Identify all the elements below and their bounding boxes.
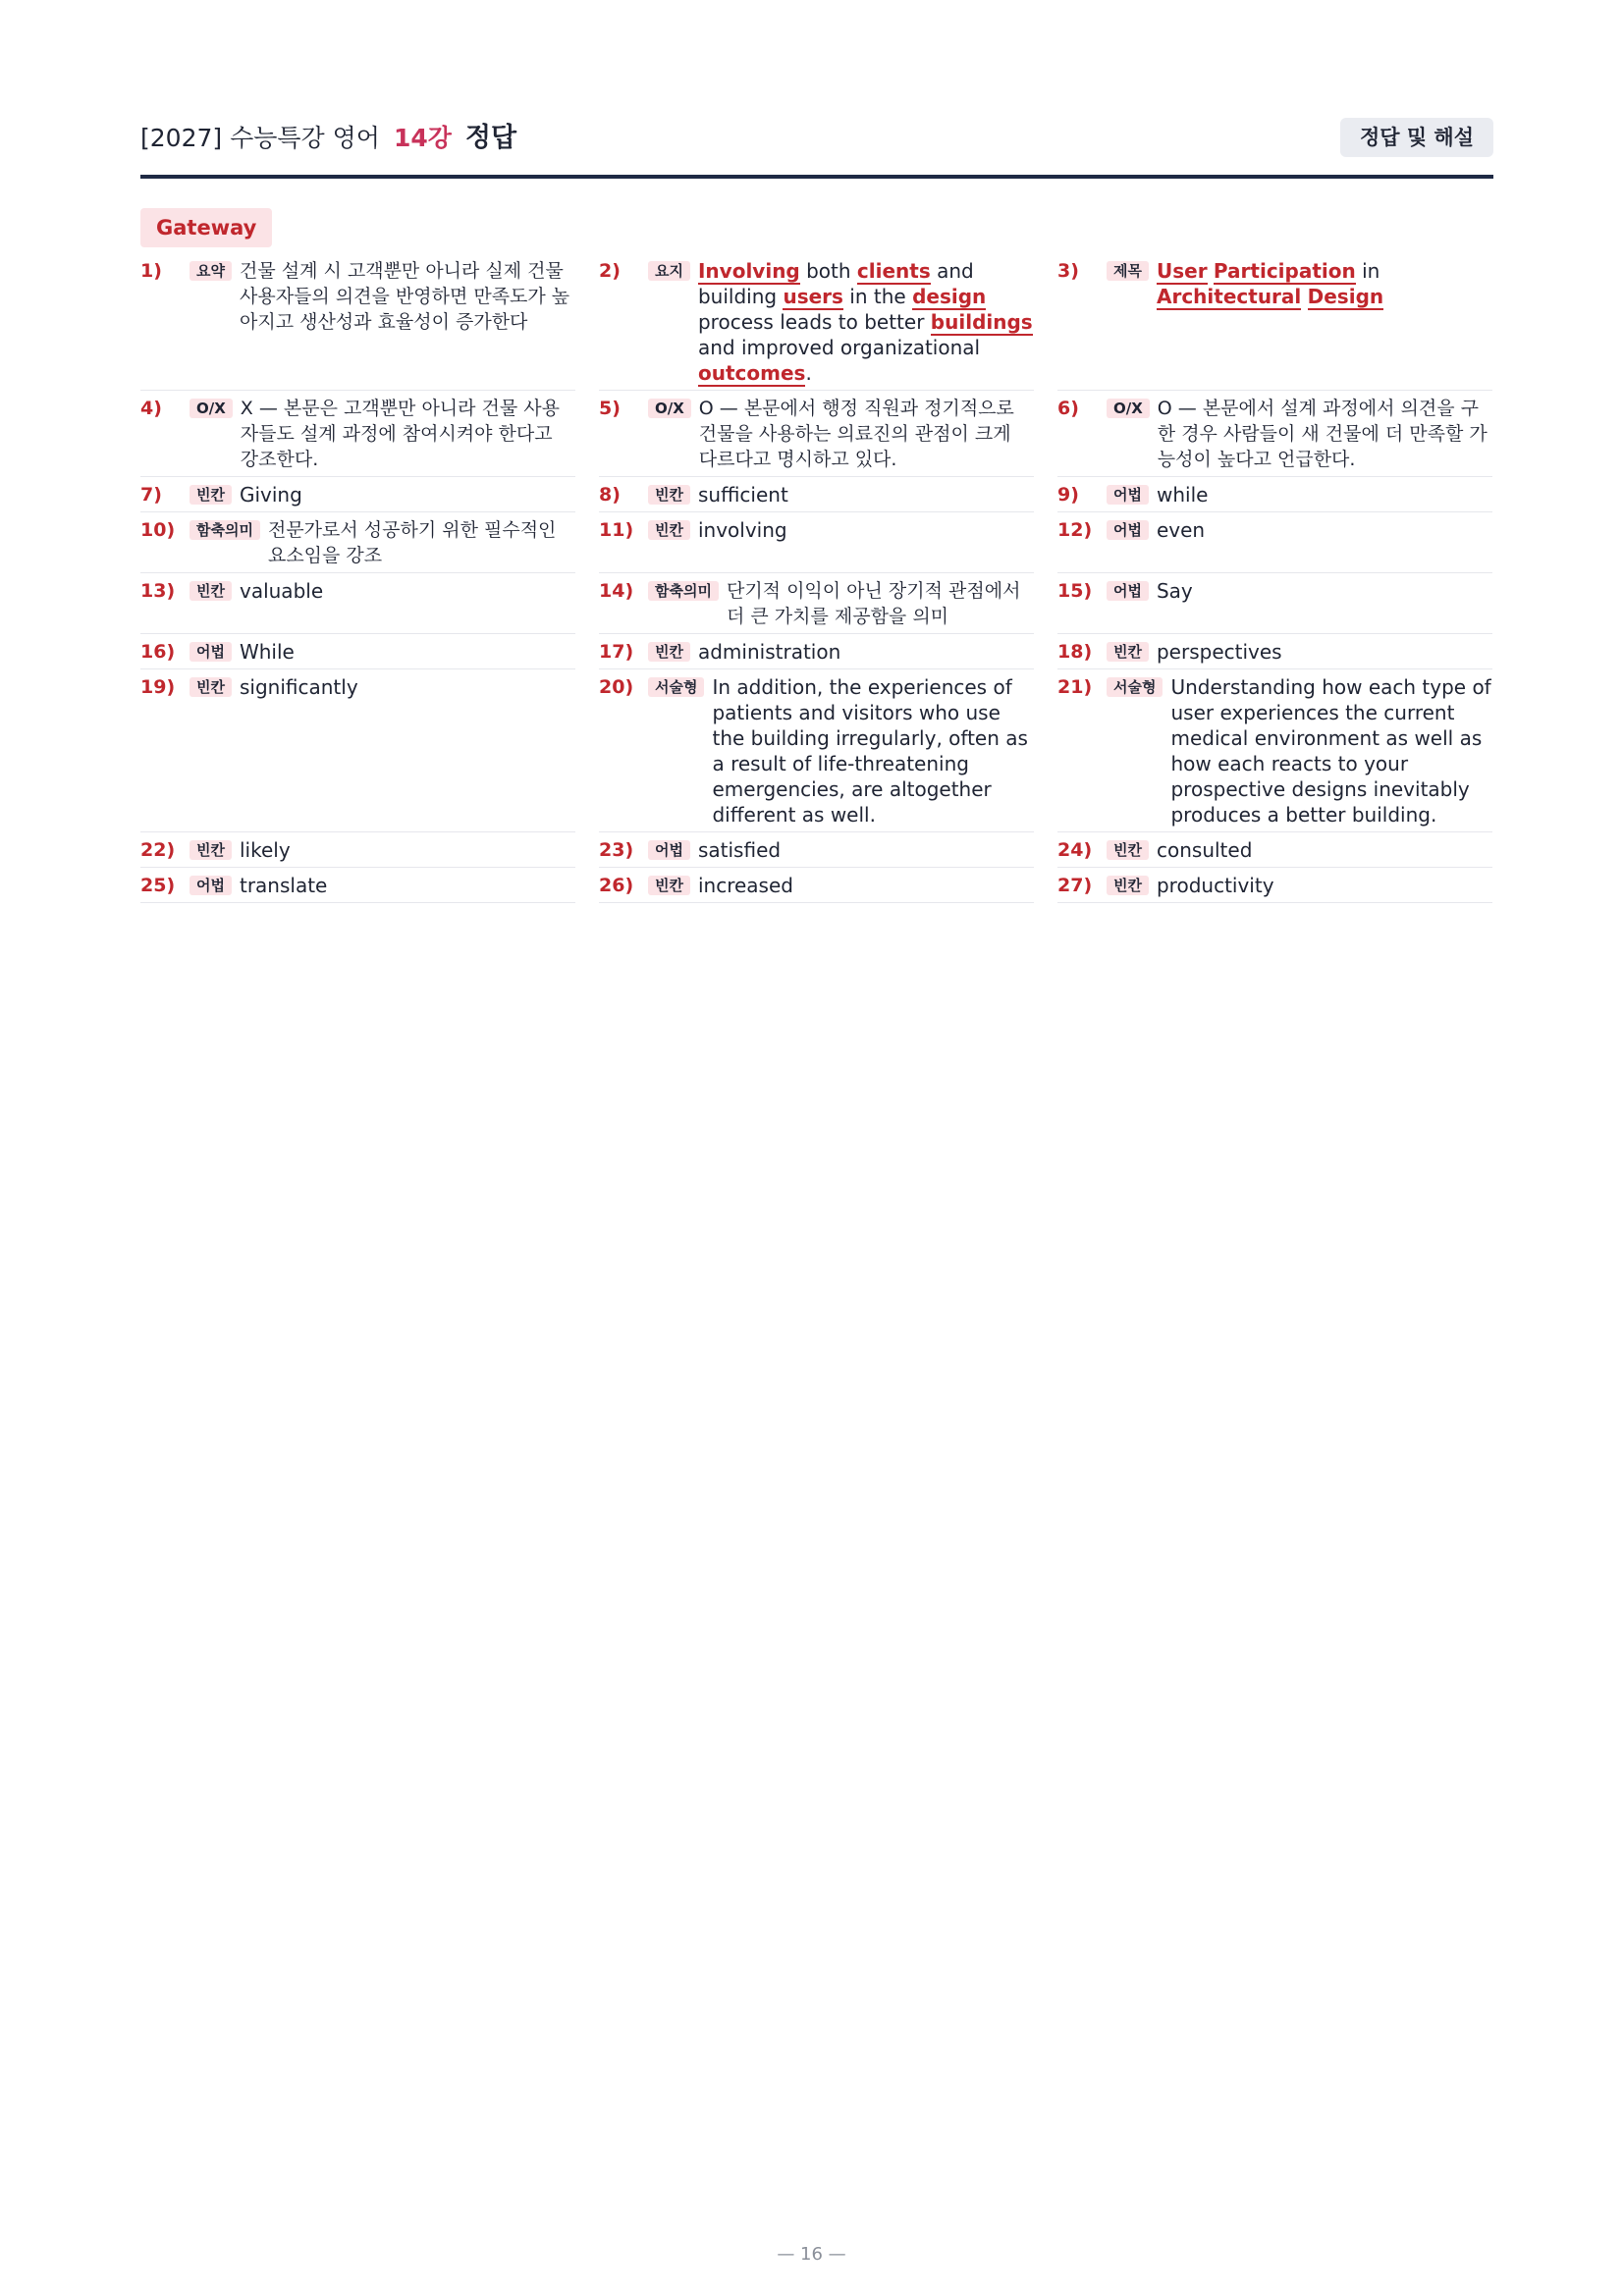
page-number: — 16 — (777, 2244, 846, 2265)
answer-item (140, 573, 575, 634)
answer-item (1057, 832, 1492, 868)
lesson-number: 14강 (393, 124, 452, 152)
answer-item (140, 868, 575, 903)
question-type-badge: 요약 (189, 261, 232, 281)
question-number: 1) (140, 260, 162, 282)
question-type-badge: 빈칸 (1107, 642, 1149, 662)
question-type-badge: 어법 (189, 876, 232, 895)
question-number: 13) (140, 580, 176, 602)
question-type-badge: 빈칸 (648, 642, 690, 662)
answer-item (1057, 512, 1492, 573)
answer-item (1057, 391, 1492, 477)
question-type-badge: 요지 (648, 261, 690, 281)
question-type-badge: 빈칸 (648, 876, 690, 895)
question-type-badge: O/X (189, 399, 233, 418)
answer-text-segment: translate (239, 874, 328, 897)
question-number: 3) (1057, 260, 1079, 282)
answer-text-segment: Understanding how each type of user experiences the current medical environment as well as how each reacts to your prospective designs inevitably produces a better building. (1170, 675, 1491, 827)
answer-text (698, 873, 1034, 898)
question-type-badge: 어법 (1107, 520, 1149, 540)
answer-text (712, 674, 1034, 828)
keyword-highlight: outcomes (697, 361, 806, 385)
answer-item (140, 253, 575, 391)
question-type-badge: 빈칸 (189, 581, 232, 601)
answer-text-segment: 단기적 이익이 아닌 장기적 관점에서 더 큰 가치를 제공함을 의미 (726, 580, 1021, 627)
question-number: 5) (599, 398, 621, 419)
answer-item (599, 573, 1034, 634)
answer-text-segment: While (239, 640, 295, 664)
question-number: 6) (1057, 398, 1079, 419)
answer-text (1170, 674, 1492, 828)
answer-text-segment: involving (697, 518, 787, 542)
answer-text-segment: 전문가로서 성공하기 위한 필수적인 요소임을 강조 (267, 519, 557, 566)
answer-grid (140, 253, 1493, 903)
answer-item (140, 669, 575, 832)
answer-text-segment: In addition, the experiences of patients and visitors who use the building irregularly, often as a result of life-threatening emergencies, are altogether different as well. (712, 675, 1028, 827)
answer-text-segment: sufficient (697, 483, 788, 507)
answer-text (1157, 873, 1492, 898)
answer-item (140, 477, 575, 512)
answer-text-segment: Say (1156, 579, 1193, 603)
answer-item (599, 512, 1034, 573)
question-type-badge: 빈칸 (1107, 840, 1149, 860)
answer-text-segment: while (1156, 483, 1209, 507)
answer-text-segment: productivity (1156, 874, 1274, 897)
answer-item (599, 391, 1034, 477)
answer-text (240, 674, 575, 700)
answer-text (698, 517, 1034, 543)
answer-text (240, 578, 575, 604)
answer-item (599, 832, 1034, 868)
question-type-badge: 어법 (189, 642, 232, 662)
answer-text-segment: perspectives (1156, 640, 1282, 664)
answer-text-segment: both (799, 259, 857, 283)
answer-text-segment: significantly (239, 675, 358, 699)
answer-text (698, 837, 1034, 863)
answer-item (599, 868, 1034, 903)
keyword-highlight: Involving (697, 259, 800, 283)
question-type-badge: 서술형 (648, 677, 704, 697)
question-number: 10) (140, 519, 176, 541)
answer-item (599, 477, 1034, 512)
question-type-badge: 빈칸 (189, 485, 232, 505)
question-number: 24) (1057, 839, 1093, 861)
section-tag-gateway: Gateway (140, 208, 272, 247)
answer-text-segment: valuable (239, 579, 324, 603)
answer-text-segment: consulted (1156, 838, 1253, 862)
keyword-highlight: Design (1307, 285, 1384, 308)
question-number: 16) (140, 641, 176, 663)
answer-text-segment: O — 본문에서 설계 과정에서 의견을 구한 경우 사람들이 새 건물에 더 만족할 가능성이 높다고 언급한다. (1157, 398, 1488, 470)
question-number: 26) (599, 875, 634, 896)
answer-text-segment: process leads to better (697, 310, 931, 334)
answer-text-segment: 건물 설계 시 고객뿐만 아니라 실제 건물 사용자들의 의견을 반영하면 만족도가 높아지고 생산성과 효율성이 증가한다 (239, 260, 570, 333)
question-number: 18) (1057, 641, 1093, 663)
question-type-badge: 함축의미 (189, 520, 260, 540)
answer-text (1157, 578, 1492, 604)
answer-text-segment (1301, 285, 1307, 308)
answer-item (1057, 253, 1492, 391)
question-number: 7) (140, 484, 162, 506)
keyword-highlight: clients (856, 259, 931, 283)
answer-text (240, 873, 575, 898)
question-number: 12) (1057, 519, 1093, 541)
question-number: 11) (599, 519, 634, 541)
keyword-highlight: Participation (1213, 259, 1356, 283)
question-number: 14) (599, 580, 634, 602)
answer-text (1157, 639, 1492, 665)
answer-text (240, 639, 575, 665)
answer-item (599, 634, 1034, 669)
answer-item (140, 512, 575, 573)
answer-text-segment: in (1355, 259, 1380, 283)
answer-text-segment: likely (239, 838, 291, 862)
answer-item (1057, 634, 1492, 669)
answer-text (699, 396, 1034, 472)
question-type-badge: O/X (648, 399, 691, 418)
answer-text (698, 258, 1034, 386)
question-type-badge: 빈칸 (648, 520, 690, 540)
answer-text-segment: X — 본문은 고객뿐만 아니라 건물 사용자들도 설계 과정에 참여시켜야 한다고 강조한다. (240, 398, 561, 470)
question-type-badge: 빈칸 (1107, 876, 1149, 895)
question-type-badge: 함축의미 (648, 581, 719, 601)
keyword-highlight: buildings (930, 310, 1033, 334)
book-title: [2027] 수능특강 영어 (140, 124, 380, 152)
keyword-highlight: User (1156, 259, 1208, 283)
answer-item (599, 253, 1034, 391)
answer-text (241, 396, 575, 472)
answer-item (1057, 669, 1492, 832)
answer-text (727, 578, 1034, 629)
question-type-badge: 빈칸 (189, 677, 232, 697)
answer-text-segment: satisfied (697, 838, 782, 862)
question-number: 22) (140, 839, 176, 861)
question-number: 19) (140, 676, 176, 698)
question-type-badge: 제목 (1107, 261, 1149, 281)
answer-text (1157, 517, 1492, 543)
answer-text-segment: . (805, 361, 812, 385)
question-number: 23) (599, 839, 634, 861)
question-type-badge: 어법 (1107, 485, 1149, 505)
answer-text (268, 517, 575, 568)
question-number: 4) (140, 398, 162, 419)
page-title (140, 122, 516, 155)
answer-text (1157, 258, 1492, 309)
answer-text-segment: administration (697, 640, 841, 664)
answer-text (240, 482, 575, 507)
question-number: 9) (1057, 484, 1079, 506)
answer-text-segment (1208, 259, 1214, 283)
answer-text (1157, 482, 1492, 507)
page-header (140, 116, 1493, 179)
question-number: 17) (599, 641, 634, 663)
answer-text-segment: increased (697, 874, 793, 897)
answer-text-segment: O — 본문에서 행정 직원과 정기적으로 건물을 사용하는 의료진의 관점이 크게 다르다고 명시하고 있다. (698, 398, 1014, 470)
question-number: 25) (140, 875, 176, 896)
question-type-badge: O/X (1107, 399, 1150, 418)
answer-text-segment: and improved organizational (697, 336, 981, 359)
question-type-badge: 빈칸 (189, 840, 232, 860)
question-number: 21) (1057, 676, 1093, 698)
keyword-highlight: users (783, 285, 843, 308)
answer-text (1158, 396, 1492, 472)
answer-item (140, 634, 575, 669)
keyword-highlight: design (912, 285, 987, 308)
question-type-badge: 어법 (648, 840, 690, 860)
question-number: 20) (599, 676, 634, 698)
answer-item (140, 391, 575, 477)
answer-text (240, 258, 575, 335)
question-number: 15) (1057, 580, 1093, 602)
answer-item (599, 669, 1034, 832)
question-type-badge: 어법 (1107, 581, 1149, 601)
answer-text-segment: and building (697, 259, 974, 308)
keyword-highlight: Architectural (1156, 285, 1302, 308)
question-type-badge: 빈칸 (648, 485, 690, 505)
answer-item (1057, 868, 1492, 903)
answer-text-segment: even (1156, 518, 1206, 542)
question-number: 27) (1057, 875, 1093, 896)
question-type-badge: 서술형 (1107, 677, 1163, 697)
answer-text (240, 837, 575, 863)
answers-explanations-badge: 정답 및 해설 (1340, 118, 1493, 157)
answer-item (1057, 477, 1492, 512)
answer-item (140, 832, 575, 868)
answer-text-segment: Giving (239, 483, 302, 507)
answer-text-segment: in the (842, 285, 913, 308)
answer-text (698, 639, 1034, 665)
question-number: 2) (599, 260, 621, 282)
answer-label: 정답 (464, 123, 517, 153)
answer-text (1157, 837, 1492, 863)
question-number: 8) (599, 484, 621, 506)
answer-item (1057, 573, 1492, 634)
answer-text (698, 482, 1034, 507)
